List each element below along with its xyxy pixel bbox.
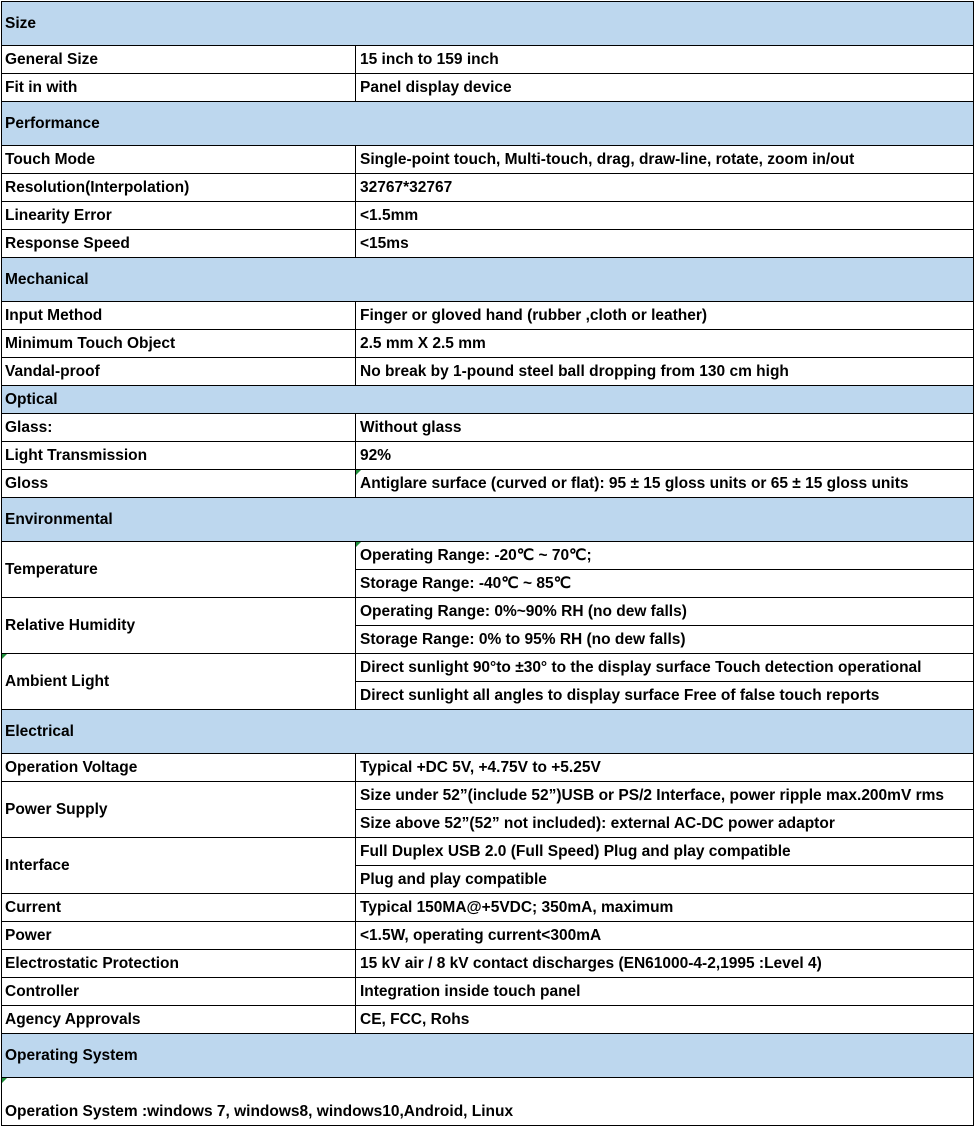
row-value: 2.5 mm X 2.5 mm [356, 330, 974, 358]
table-row [2, 838, 974, 866]
table-row [2, 330, 974, 358]
row-value: 15 inch to 159 inch [356, 46, 974, 74]
table-row [2, 414, 974, 442]
section-title: Operating System [2, 1034, 974, 1078]
row-label: Relative Humidity [2, 598, 356, 654]
row-value: Single-point touch, Multi-touch, drag, draw-line, rotate, zoom in/out [356, 146, 974, 174]
spec-table [1, 1, 974, 1126]
row-value: Finger or gloved hand (rubber ,cloth or leather) [356, 302, 974, 330]
section-title: Optical [2, 386, 974, 414]
row-value: Direct sunlight 90°to ±30° to the display surface Touch detection operational [356, 654, 974, 682]
row-label: Vandal-proof [2, 358, 356, 386]
section-optical [2, 386, 974, 414]
row-label: Light Transmission [2, 442, 356, 470]
table-row [2, 174, 974, 202]
row-value: Direct sunlight all angles to display surface Free of false touch reports [356, 682, 974, 710]
row-value: Operating Range: 0%~90% RH (no dew falls) [356, 598, 974, 626]
table-row [2, 654, 974, 682]
row-value: Plug and play compatible [356, 866, 974, 894]
row-value: 32767*32767 [356, 174, 974, 202]
row-label: Controller [2, 978, 356, 1006]
row-value: Size above 52”(52” not included): external AC-DC power adaptor [356, 810, 974, 838]
row-value: Typical 150MA@+5VDC; 350mA, maximum [356, 894, 974, 922]
table-row [2, 470, 974, 498]
section-size [2, 2, 974, 46]
row-value: 15 kV air / 8 kV contact discharges (EN61000-4-2,1995 :Level 4) [356, 950, 974, 978]
table-row [2, 358, 974, 386]
table-row [2, 978, 974, 1006]
row-value: Storage Range: -40℃ ~ 85℃ [356, 570, 974, 598]
row-value: Antiglare surface (curved or flat): 95 ± 15 gloss units or 65 ± 15 gloss units [356, 470, 974, 498]
row-label: Temperature [2, 542, 356, 598]
section-mechanical [2, 258, 974, 302]
row-label: Electrostatic Protection [2, 950, 356, 978]
row-value: No break by 1-pound steel ball dropping from 130 cm high [356, 358, 974, 386]
row-value: CE, FCC, Rohs [356, 1006, 974, 1034]
section-operating-system [2, 1034, 974, 1078]
section-title: Size [2, 2, 974, 46]
table-row [2, 598, 974, 626]
row-label: Resolution(Interpolation) [2, 174, 356, 202]
row-value: Typical +DC 5V, +4.75V to +5.25V [356, 754, 974, 782]
table-row [2, 950, 974, 978]
row-label: General Size [2, 46, 356, 74]
table-row [2, 46, 974, 74]
section-environmental [2, 498, 974, 542]
section-title: Performance [2, 102, 974, 146]
table-row [2, 542, 974, 570]
row-label: Power [2, 922, 356, 950]
row-label: Touch Mode [2, 146, 356, 174]
row-label: Glass: [2, 414, 356, 442]
table-row [2, 302, 974, 330]
row-value: Operating Range: -20℃ ~ 70℃; [356, 542, 974, 570]
row-label: Input Method [2, 302, 356, 330]
table-row [2, 754, 974, 782]
row-value: Panel display device [356, 74, 974, 102]
section-title: Environmental [2, 498, 974, 542]
table-row [2, 146, 974, 174]
row-value: Storage Range: 0% to 95% RH (no dew falls) [356, 626, 974, 654]
table-row [2, 74, 974, 102]
table-row [2, 922, 974, 950]
row-value: Size under 52”(include 52”)USB or PS/2 Interface, power ripple max.200mV rms [356, 782, 974, 810]
section-electrical [2, 710, 974, 754]
row-value: 92% [356, 442, 974, 470]
row-value: <1.5W, operating current<300mA [356, 922, 974, 950]
row-label: Interface [2, 838, 356, 894]
row-label: Power Supply [2, 782, 356, 838]
row-value: <15ms [356, 230, 974, 258]
row-label: Gloss [2, 470, 356, 498]
row-label: Current [2, 894, 356, 922]
section-title: Mechanical [2, 258, 974, 302]
row-value: <1.5mm [356, 202, 974, 230]
table-row [2, 442, 974, 470]
row-label: Minimum Touch Object [2, 330, 356, 358]
table-row [2, 894, 974, 922]
row-label: Ambient Light [2, 654, 356, 710]
table-row [2, 782, 974, 810]
row-value: Full Duplex USB 2.0 (Full Speed) Plug and play compatible [356, 838, 974, 866]
os-value: Operation System :windows 7, windows8, windows10,Android, Linux [2, 1078, 974, 1126]
row-label: Agency Approvals [2, 1006, 356, 1034]
row-value: Without glass [356, 414, 974, 442]
table-row [2, 202, 974, 230]
section-title: Electrical [2, 710, 974, 754]
row-label: Operation Voltage [2, 754, 356, 782]
row-value: Integration inside touch panel [356, 978, 974, 1006]
table-row [2, 1078, 974, 1126]
table-row [2, 1006, 974, 1034]
row-label: Response Speed [2, 230, 356, 258]
section-performance [2, 102, 974, 146]
table-row [2, 230, 974, 258]
row-label: Linearity Error [2, 202, 356, 230]
row-label: Fit in with [2, 74, 356, 102]
